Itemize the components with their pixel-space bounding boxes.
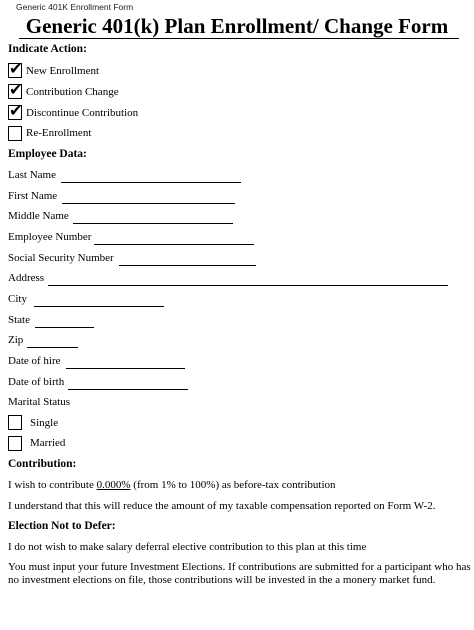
middle-name-label: Middle Name: [8, 210, 69, 222]
checkmark-icon: ✔: [9, 59, 23, 78]
w2-note: I understand that this will reduce the amount of my taxable compensation reported on Form W-2.: [8, 500, 436, 512]
zip-field[interactable]: [27, 347, 78, 348]
employee-number-label: Employee Number: [8, 231, 92, 243]
indicate-action-heading: Indicate Action:: [8, 43, 87, 55]
election-statement: I do not wish to make salary deferral elective contribution to this plan at this time: [8, 541, 367, 553]
form-title: Generic 401(k) Plan Enrollment/ Change Form: [25, 14, 449, 38]
discontinue-contribution-checkbox[interactable]: [8, 101, 23, 120]
ssn-label: Social Security Number: [8, 252, 114, 264]
investment-notice-line-2: no investment elections on file, those contributions will be invested in the a monery market fund.: [8, 574, 436, 586]
contribution-heading: Contribution:: [8, 458, 77, 470]
zip-label: Zip: [8, 334, 24, 346]
first-name-field[interactable]: [62, 203, 235, 204]
city-label: City: [8, 293, 27, 305]
investment-notice-line-1: You must input your future Investment Elections. If contributions are submitted for a participant who has: [8, 561, 471, 573]
checkmark-icon: ✔: [9, 80, 23, 99]
contribution-text-before: I wish to contribute: [8, 479, 94, 491]
contribution-percent-field[interactable]: 0.000%: [96, 479, 131, 491]
contribution-text-after: (from 1% to 100%) as before-tax contribution: [133, 479, 336, 491]
state-label: State: [8, 314, 30, 326]
city-field[interactable]: [34, 306, 164, 307]
single-checkbox[interactable]: [8, 415, 22, 430]
election-heading: Election Not to Defer:: [8, 520, 116, 532]
marital-status-label: Marital Status: [8, 396, 71, 408]
date-of-hire-field[interactable]: [66, 368, 185, 369]
title-underline: [19, 38, 459, 39]
married-label: Married: [30, 437, 66, 449]
header-note: Generic 401K Enrollment Form: [16, 2, 134, 12]
discontinue-contribution-label: Discontinue Contribution: [26, 107, 139, 119]
single-label: Single: [30, 417, 59, 429]
middle-name-field[interactable]: [73, 223, 233, 224]
first-name-label: First Name: [8, 190, 58, 202]
ssn-field[interactable]: [119, 265, 256, 266]
re-enrollment-checkbox[interactable]: [8, 126, 22, 141]
contribution-change-checkbox[interactable]: [8, 80, 23, 99]
new-enrollment-checkbox[interactable]: [8, 59, 23, 78]
state-field[interactable]: [35, 327, 94, 328]
last-name-field[interactable]: [61, 182, 241, 183]
re-enrollment-label: Re-Enrollment: [26, 127, 92, 139]
date-of-birth-field[interactable]: [68, 389, 188, 390]
new-enrollment-label: New Enrollment: [26, 65, 100, 77]
date-of-hire-label: Date of hire: [8, 355, 61, 367]
married-checkbox[interactable]: [8, 436, 22, 451]
date-of-birth-label: Date of birth: [8, 376, 65, 388]
employee-number-field[interactable]: [94, 244, 254, 245]
last-name-label: Last Name: [8, 169, 56, 181]
checkmark-icon: ✔: [9, 101, 23, 120]
contribution-change-label: Contribution Change: [26, 86, 119, 98]
address-field[interactable]: [48, 285, 448, 286]
address-label: Address: [8, 272, 45, 284]
contribution-sentence: [8, 479, 336, 491]
employee-data-heading: Employee Data:: [8, 148, 87, 160]
